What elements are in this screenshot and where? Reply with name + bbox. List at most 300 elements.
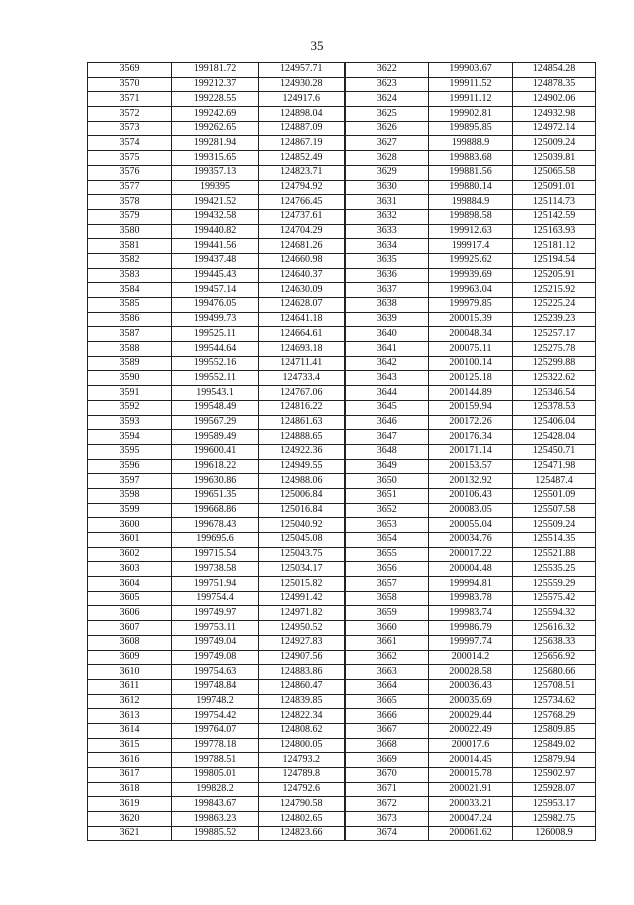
point-number-right-cell: 3656 (345, 562, 429, 577)
y-coordinate-right-cell: 124932.98 (513, 107, 596, 122)
table-row (88, 782, 596, 797)
table-row (88, 195, 596, 210)
y-coordinate-left-cell: 124816.22 (259, 400, 345, 415)
x-coordinate-left-cell: 199181.72 (172, 63, 259, 78)
y-coordinate-left-cell: 124808.62 (259, 723, 345, 738)
x-coordinate-right-cell: 200144.89 (429, 386, 513, 401)
point-number-right-cell: 3660 (345, 621, 429, 636)
x-coordinate-right-cell: 199912.63 (429, 224, 513, 239)
y-coordinate-right-cell: 125535.25 (513, 562, 596, 577)
point-number-right-cell: 3653 (345, 518, 429, 533)
x-coordinate-left-cell: 199748.2 (172, 694, 259, 709)
x-coordinate-right-cell: 199986.79 (429, 621, 513, 636)
table-row (88, 77, 596, 92)
point-number-left-cell: 3602 (88, 547, 172, 562)
table-row (88, 136, 596, 151)
point-number-left-cell: 3593 (88, 415, 172, 430)
point-number-left-cell: 3597 (88, 474, 172, 489)
x-coordinate-left-cell: 199441.56 (172, 239, 259, 254)
x-coordinate-right-cell: 200171.14 (429, 444, 513, 459)
y-coordinate-right-cell: 125902.97 (513, 768, 596, 783)
y-coordinate-left-cell: 124792.6 (259, 782, 345, 797)
x-coordinate-left-cell: 199543.1 (172, 386, 259, 401)
x-coordinate-left-cell: 199843.67 (172, 797, 259, 812)
y-coordinate-right-cell: 125809.85 (513, 723, 596, 738)
table-row (88, 400, 596, 415)
point-number-right-cell: 3641 (345, 342, 429, 357)
y-coordinate-right-cell: 125091.01 (513, 180, 596, 195)
table-row (88, 738, 596, 753)
point-number-left-cell: 3607 (88, 621, 172, 636)
x-coordinate-left-cell: 199751.94 (172, 577, 259, 592)
x-coordinate-right-cell: 200075.11 (429, 342, 513, 357)
table-row (88, 239, 596, 254)
y-coordinate-right-cell: 125299.88 (513, 356, 596, 371)
x-coordinate-left-cell: 199788.51 (172, 753, 259, 768)
x-coordinate-left-cell: 199749.08 (172, 650, 259, 665)
y-coordinate-left-cell: 124898.04 (259, 107, 345, 122)
x-coordinate-left-cell: 199805.01 (172, 768, 259, 783)
point-number-left-cell: 3599 (88, 503, 172, 518)
table-row (88, 180, 596, 195)
table-row (88, 268, 596, 283)
point-number-right-cell: 3627 (345, 136, 429, 151)
table-row (88, 533, 596, 548)
y-coordinate-right-cell: 125559.29 (513, 577, 596, 592)
table-row (88, 474, 596, 489)
x-coordinate-right-cell: 200015.78 (429, 768, 513, 783)
x-coordinate-left-cell: 199753.11 (172, 621, 259, 636)
y-coordinate-right-cell: 125378.53 (513, 400, 596, 415)
x-coordinate-right-cell: 199994.81 (429, 577, 513, 592)
point-number-left-cell: 3577 (88, 180, 172, 195)
y-coordinate-right-cell: 125239.23 (513, 312, 596, 327)
point-number-left-cell: 3601 (88, 533, 172, 548)
point-number-left-cell: 3583 (88, 268, 172, 283)
y-coordinate-right-cell: 125734.62 (513, 694, 596, 709)
point-number-right-cell: 3622 (345, 63, 429, 78)
point-number-left-cell: 3604 (88, 577, 172, 592)
x-coordinate-left-cell: 199437.48 (172, 253, 259, 268)
y-coordinate-right-cell: 125194.54 (513, 253, 596, 268)
table-row (88, 753, 596, 768)
point-number-right-cell: 3643 (345, 371, 429, 386)
y-coordinate-right-cell: 125982.75 (513, 812, 596, 827)
point-number-right-cell: 3638 (345, 298, 429, 313)
point-number-right-cell: 3631 (345, 195, 429, 210)
x-coordinate-left-cell: 199678.43 (172, 518, 259, 533)
table-row (88, 253, 596, 268)
y-coordinate-right-cell: 125450.71 (513, 444, 596, 459)
x-coordinate-right-cell: 200125.18 (429, 371, 513, 386)
point-number-left-cell: 3612 (88, 694, 172, 709)
x-coordinate-left-cell: 199476.05 (172, 298, 259, 313)
point-number-left-cell: 3586 (88, 312, 172, 327)
point-number-right-cell: 3661 (345, 635, 429, 650)
point-number-right-cell: 3654 (345, 533, 429, 548)
x-coordinate-left-cell: 199315.65 (172, 151, 259, 166)
table-row (88, 665, 596, 680)
x-coordinate-right-cell: 200015.39 (429, 312, 513, 327)
y-coordinate-left-cell: 124793.2 (259, 753, 345, 768)
y-coordinate-left-cell: 124630.09 (259, 283, 345, 298)
y-coordinate-left-cell: 125034.17 (259, 562, 345, 577)
table-row (88, 415, 596, 430)
x-coordinate-left-cell: 199618.22 (172, 459, 259, 474)
table-row (88, 768, 596, 783)
y-coordinate-left-cell: 124823.71 (259, 165, 345, 180)
y-coordinate-right-cell: 125181.12 (513, 239, 596, 254)
x-coordinate-left-cell: 199748.84 (172, 679, 259, 694)
y-coordinate-right-cell: 125322.62 (513, 371, 596, 386)
x-coordinate-left-cell: 199552.16 (172, 356, 259, 371)
x-coordinate-left-cell: 199525.11 (172, 327, 259, 342)
x-coordinate-left-cell: 199242.69 (172, 107, 259, 122)
x-coordinate-right-cell: 199925.62 (429, 253, 513, 268)
y-coordinate-right-cell: 125163.93 (513, 224, 596, 239)
x-coordinate-right-cell: 200172.26 (429, 415, 513, 430)
y-coordinate-right-cell: 124902.06 (513, 92, 596, 107)
x-coordinate-right-cell: 199983.74 (429, 606, 513, 621)
point-number-right-cell: 3623 (345, 77, 429, 92)
y-coordinate-left-cell: 124641.18 (259, 312, 345, 327)
y-coordinate-left-cell: 125040.92 (259, 518, 345, 533)
point-number-right-cell: 3644 (345, 386, 429, 401)
table-row (88, 283, 596, 298)
y-coordinate-right-cell: 125275.78 (513, 342, 596, 357)
y-coordinate-right-cell: 125575.42 (513, 591, 596, 606)
x-coordinate-right-cell: 199884.9 (429, 195, 513, 210)
point-number-right-cell: 3651 (345, 488, 429, 503)
point-number-left-cell: 3587 (88, 327, 172, 342)
y-coordinate-left-cell: 124711.41 (259, 356, 345, 371)
x-coordinate-left-cell: 199457.14 (172, 283, 259, 298)
point-number-right-cell: 3659 (345, 606, 429, 621)
y-coordinate-right-cell: 125521.88 (513, 547, 596, 562)
point-number-right-cell: 3649 (345, 459, 429, 474)
x-coordinate-left-cell: 199754.42 (172, 709, 259, 724)
y-coordinate-right-cell: 125879.94 (513, 753, 596, 768)
y-coordinate-right-cell: 125616.32 (513, 621, 596, 636)
y-coordinate-right-cell: 125346.54 (513, 386, 596, 401)
x-coordinate-left-cell: 199440.82 (172, 224, 259, 239)
point-number-left-cell: 3618 (88, 782, 172, 797)
table-row (88, 694, 596, 709)
table-row (88, 327, 596, 342)
point-number-left-cell: 3600 (88, 518, 172, 533)
y-coordinate-left-cell: 124766.45 (259, 195, 345, 210)
point-number-right-cell: 3663 (345, 665, 429, 680)
x-coordinate-left-cell: 199600.41 (172, 444, 259, 459)
point-number-left-cell: 3608 (88, 635, 172, 650)
point-number-left-cell: 3584 (88, 283, 172, 298)
x-coordinate-right-cell: 200036.43 (429, 679, 513, 694)
x-coordinate-left-cell: 199754.4 (172, 591, 259, 606)
point-number-left-cell: 3572 (88, 107, 172, 122)
y-coordinate-right-cell: 125928.07 (513, 782, 596, 797)
x-coordinate-right-cell: 200035.69 (429, 694, 513, 709)
x-coordinate-right-cell: 199911.12 (429, 92, 513, 107)
y-coordinate-left-cell: 124693.18 (259, 342, 345, 357)
table-row (88, 679, 596, 694)
y-coordinate-left-cell: 124867.19 (259, 136, 345, 151)
y-coordinate-right-cell: 125428.04 (513, 430, 596, 445)
point-number-left-cell: 3613 (88, 709, 172, 724)
x-coordinate-right-cell: 200033.21 (429, 797, 513, 812)
x-coordinate-right-cell: 199911.52 (429, 77, 513, 92)
y-coordinate-right-cell: 125514.35 (513, 533, 596, 548)
x-coordinate-right-cell: 200034.76 (429, 533, 513, 548)
x-coordinate-left-cell: 199432.58 (172, 209, 259, 224)
x-coordinate-right-cell: 200083.05 (429, 503, 513, 518)
x-coordinate-right-cell: 200021.91 (429, 782, 513, 797)
y-coordinate-right-cell: 125487.4 (513, 474, 596, 489)
y-coordinate-left-cell: 124887.09 (259, 121, 345, 136)
table-row (88, 151, 596, 166)
y-coordinate-left-cell: 124704.29 (259, 224, 345, 239)
point-number-left-cell: 3580 (88, 224, 172, 239)
y-coordinate-left-cell: 125016.84 (259, 503, 345, 518)
point-number-right-cell: 3646 (345, 415, 429, 430)
x-coordinate-right-cell: 199979.85 (429, 298, 513, 313)
table-row (88, 488, 596, 503)
point-number-right-cell: 3666 (345, 709, 429, 724)
table-row (88, 107, 596, 122)
y-coordinate-left-cell: 124988.06 (259, 474, 345, 489)
point-number-left-cell: 3611 (88, 679, 172, 694)
x-coordinate-right-cell: 199902.81 (429, 107, 513, 122)
x-coordinate-left-cell: 199738.58 (172, 562, 259, 577)
y-coordinate-left-cell: 124802.65 (259, 812, 345, 827)
y-coordinate-left-cell: 124794.92 (259, 180, 345, 195)
point-number-right-cell: 3629 (345, 165, 429, 180)
point-number-left-cell: 3610 (88, 665, 172, 680)
point-number-left-cell: 3585 (88, 298, 172, 313)
x-coordinate-right-cell: 199983.78 (429, 591, 513, 606)
y-coordinate-right-cell: 126008.9 (513, 826, 596, 841)
point-number-left-cell: 3590 (88, 371, 172, 386)
x-coordinate-right-cell: 199898.58 (429, 209, 513, 224)
y-coordinate-right-cell: 125215.92 (513, 283, 596, 298)
y-coordinate-left-cell: 124991.42 (259, 591, 345, 606)
x-coordinate-left-cell: 199421.52 (172, 195, 259, 210)
point-number-right-cell: 3674 (345, 826, 429, 841)
x-coordinate-left-cell: 199828.2 (172, 782, 259, 797)
x-coordinate-left-cell: 199863.23 (172, 812, 259, 827)
y-coordinate-left-cell: 124949.55 (259, 459, 345, 474)
point-number-right-cell: 3639 (345, 312, 429, 327)
table-row (88, 591, 596, 606)
point-number-right-cell: 3636 (345, 268, 429, 283)
coordinates-table (87, 62, 596, 841)
y-coordinate-left-cell: 124917.6 (259, 92, 345, 107)
y-coordinate-left-cell: 124860.47 (259, 679, 345, 694)
point-number-right-cell: 3672 (345, 797, 429, 812)
point-number-right-cell: 3671 (345, 782, 429, 797)
table-row (88, 723, 596, 738)
y-coordinate-left-cell: 124800.05 (259, 738, 345, 753)
point-number-right-cell: 3642 (345, 356, 429, 371)
x-coordinate-right-cell: 200017.6 (429, 738, 513, 753)
point-number-right-cell: 3650 (345, 474, 429, 489)
point-number-left-cell: 3588 (88, 342, 172, 357)
x-coordinate-left-cell: 199885.52 (172, 826, 259, 841)
y-coordinate-left-cell: 124927.83 (259, 635, 345, 650)
point-number-right-cell: 3668 (345, 738, 429, 753)
x-coordinate-left-cell: 199262.65 (172, 121, 259, 136)
x-coordinate-right-cell: 199883.68 (429, 151, 513, 166)
point-number-left-cell: 3619 (88, 797, 172, 812)
x-coordinate-right-cell: 200055.04 (429, 518, 513, 533)
point-number-right-cell: 3658 (345, 591, 429, 606)
point-number-right-cell: 3624 (345, 92, 429, 107)
x-coordinate-left-cell: 199589.49 (172, 430, 259, 445)
x-coordinate-left-cell: 199552.11 (172, 371, 259, 386)
table-row (88, 797, 596, 812)
x-coordinate-right-cell: 200048.34 (429, 327, 513, 342)
point-number-left-cell: 3578 (88, 195, 172, 210)
x-coordinate-right-cell: 199997.74 (429, 635, 513, 650)
x-coordinate-right-cell: 199917.4 (429, 239, 513, 254)
x-coordinate-left-cell: 199695.6 (172, 533, 259, 548)
table-row (88, 650, 596, 665)
y-coordinate-right-cell: 124878.35 (513, 77, 596, 92)
point-number-left-cell: 3569 (88, 63, 172, 78)
point-number-right-cell: 3652 (345, 503, 429, 518)
y-coordinate-right-cell: 125257.17 (513, 327, 596, 342)
point-number-left-cell: 3594 (88, 430, 172, 445)
x-coordinate-left-cell: 199544.64 (172, 342, 259, 357)
point-number-right-cell: 3655 (345, 547, 429, 562)
table-row (88, 459, 596, 474)
x-coordinate-right-cell: 200047.24 (429, 812, 513, 827)
table-row (88, 92, 596, 107)
table-row (88, 165, 596, 180)
point-number-right-cell: 3664 (345, 679, 429, 694)
y-coordinate-left-cell: 124660.98 (259, 253, 345, 268)
point-number-right-cell: 3673 (345, 812, 429, 827)
point-number-left-cell: 3617 (88, 768, 172, 783)
x-coordinate-right-cell: 200004.48 (429, 562, 513, 577)
y-coordinate-left-cell: 124907.56 (259, 650, 345, 665)
point-number-left-cell: 3591 (88, 386, 172, 401)
point-number-left-cell: 3609 (88, 650, 172, 665)
x-coordinate-left-cell: 199754.63 (172, 665, 259, 680)
x-coordinate-left-cell: 199651.35 (172, 488, 259, 503)
table-row (88, 826, 596, 841)
point-number-left-cell: 3576 (88, 165, 172, 180)
y-coordinate-right-cell: 125953.17 (513, 797, 596, 812)
x-coordinate-right-cell: 199888.9 (429, 136, 513, 151)
y-coordinate-left-cell: 125006.84 (259, 488, 345, 503)
table-row (88, 518, 596, 533)
point-number-right-cell: 3648 (345, 444, 429, 459)
point-number-right-cell: 3669 (345, 753, 429, 768)
point-number-left-cell: 3603 (88, 562, 172, 577)
y-coordinate-right-cell: 125638.33 (513, 635, 596, 650)
point-number-right-cell: 3634 (345, 239, 429, 254)
point-number-left-cell: 3598 (88, 488, 172, 503)
point-number-right-cell: 3640 (345, 327, 429, 342)
y-coordinate-right-cell: 125768.29 (513, 709, 596, 724)
x-coordinate-right-cell: 200029.44 (429, 709, 513, 724)
y-coordinate-right-cell: 125708.51 (513, 679, 596, 694)
x-coordinate-right-cell: 199903.67 (429, 63, 513, 78)
table-row (88, 63, 596, 78)
y-coordinate-left-cell: 124922.36 (259, 444, 345, 459)
x-coordinate-right-cell: 200132.92 (429, 474, 513, 489)
point-number-right-cell: 3667 (345, 723, 429, 738)
page-number: 35 (310, 38, 324, 53)
y-coordinate-right-cell: 125509.24 (513, 518, 596, 533)
point-number-left-cell: 3605 (88, 591, 172, 606)
point-number-right-cell: 3647 (345, 430, 429, 445)
x-coordinate-right-cell: 200153.57 (429, 459, 513, 474)
point-number-left-cell: 3614 (88, 723, 172, 738)
x-coordinate-left-cell: 199445.43 (172, 268, 259, 283)
table-row (88, 430, 596, 445)
y-coordinate-left-cell: 124957.71 (259, 63, 345, 78)
x-coordinate-right-cell: 200176.34 (429, 430, 513, 445)
x-coordinate-left-cell: 199778.18 (172, 738, 259, 753)
x-coordinate-right-cell: 200100.14 (429, 356, 513, 371)
x-coordinate-right-cell: 200022.49 (429, 723, 513, 738)
x-coordinate-left-cell: 199764.07 (172, 723, 259, 738)
y-coordinate-left-cell: 124737.61 (259, 209, 345, 224)
x-coordinate-left-cell: 199567.29 (172, 415, 259, 430)
y-coordinate-right-cell: 125142.59 (513, 209, 596, 224)
x-coordinate-left-cell: 199668.86 (172, 503, 259, 518)
table-row (88, 562, 596, 577)
point-number-right-cell: 3637 (345, 283, 429, 298)
y-coordinate-left-cell: 124950.52 (259, 621, 345, 636)
y-coordinate-left-cell: 124839.85 (259, 694, 345, 709)
y-coordinate-right-cell: 125406.04 (513, 415, 596, 430)
point-number-left-cell: 3581 (88, 239, 172, 254)
point-number-right-cell: 3628 (345, 151, 429, 166)
y-coordinate-left-cell: 124883.86 (259, 665, 345, 680)
point-number-right-cell: 3635 (345, 253, 429, 268)
coordinates-table-body (88, 63, 596, 841)
y-coordinate-right-cell: 125849.02 (513, 738, 596, 753)
y-coordinate-right-cell: 125656.92 (513, 650, 596, 665)
point-number-left-cell: 3606 (88, 606, 172, 621)
y-coordinate-right-cell: 125114.73 (513, 195, 596, 210)
y-coordinate-left-cell: 124790.58 (259, 797, 345, 812)
y-coordinate-left-cell: 124664.61 (259, 327, 345, 342)
point-number-right-cell: 3632 (345, 209, 429, 224)
x-coordinate-right-cell: 200159.94 (429, 400, 513, 415)
table-row (88, 812, 596, 827)
point-number-right-cell: 3630 (345, 180, 429, 195)
y-coordinate-right-cell: 125680.66 (513, 665, 596, 680)
table-row (88, 386, 596, 401)
table-row (88, 342, 596, 357)
x-coordinate-left-cell: 199395 (172, 180, 259, 195)
x-coordinate-right-cell: 200106.43 (429, 488, 513, 503)
y-coordinate-right-cell: 125471.98 (513, 459, 596, 474)
point-number-left-cell: 3582 (88, 253, 172, 268)
point-number-left-cell: 3596 (88, 459, 172, 474)
point-number-right-cell: 3645 (345, 400, 429, 415)
y-coordinate-right-cell: 125225.24 (513, 298, 596, 313)
x-coordinate-left-cell: 199228.55 (172, 92, 259, 107)
table-row (88, 606, 596, 621)
point-number-left-cell: 3595 (88, 444, 172, 459)
y-coordinate-right-cell: 125009.24 (513, 136, 596, 151)
y-coordinate-left-cell: 124767.06 (259, 386, 345, 401)
y-coordinate-left-cell: 124681.26 (259, 239, 345, 254)
